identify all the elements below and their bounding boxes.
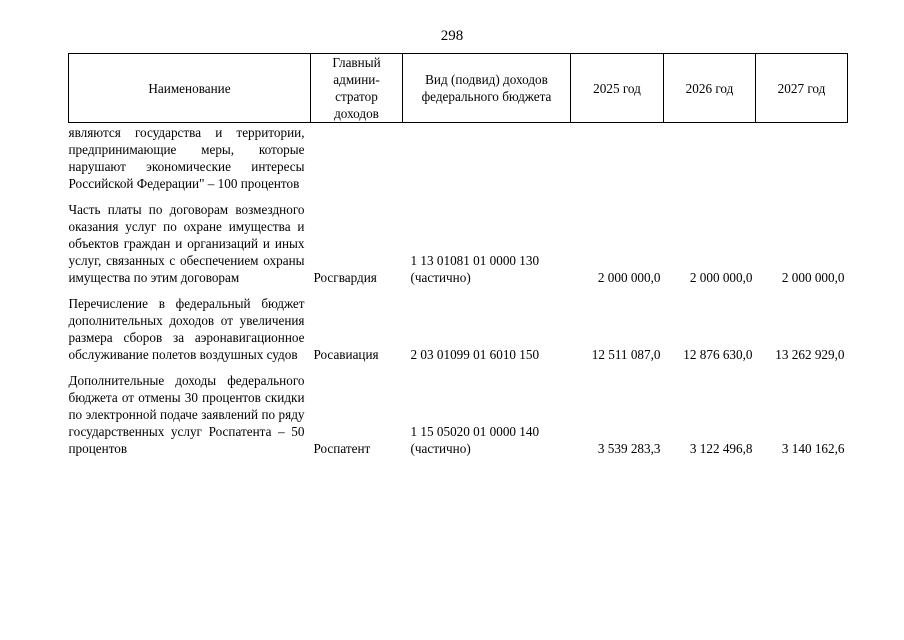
row-code: 1 15 05020 01 0000 140 (частично) [410, 424, 540, 456]
row-2026: 3 122 496,8 [689, 441, 753, 456]
page-number: 298 [440, 28, 464, 44]
row-name: Перечисление в федеральный бюджет дополнительных доходов от увеличения размера сборов за аэронавигационное обслуживание полетов воздушных судов [68, 296, 305, 362]
row-code: 1 13 01081 01 0000 130 (частично) [410, 253, 540, 285]
row-admin [311, 123, 403, 193]
header-2026: 2026 год [664, 54, 756, 123]
row-2026 [664, 123, 756, 193]
row-name: являются государства и территории, предпринимающие меры, которые нарушают экономические интересы Российской Федерации" – 100 процентов [68, 125, 305, 191]
row-2026: 12 876 630,0 [683, 347, 753, 362]
header-revenue-type: Вид (подвид) доходов федерального бюджета [403, 54, 571, 123]
header-2025: 2025 год [571, 54, 664, 123]
table-row [69, 286, 848, 363]
row-admin: Роспатент [313, 441, 371, 456]
row-2025: 2 000 000,0 [597, 270, 661, 285]
row-2025 [571, 123, 664, 193]
row-2025: 12 511 087,0 [591, 347, 661, 362]
row-name: Часть платы по договорам возмездного оказания услуг по охране имущества и объектов граждан и организаций и иных услуг, связанных с обеспечением охраны имущества по этим договорам [68, 202, 305, 285]
row-2026: 2 000 000,0 [689, 270, 753, 285]
row-admin: Росавиация [313, 347, 379, 362]
header-2027: 2027 год [756, 54, 848, 123]
table-header-row [69, 54, 848, 123]
row-2025: 3 539 283,3 [597, 441, 661, 456]
row-2027: 13 262 929,0 [775, 347, 845, 362]
row-2027: 3 140 162,6 [781, 441, 845, 456]
table-row [69, 123, 848, 193]
row-admin: Росгвардия [313, 270, 377, 285]
row-name: Дополнительные доходы федерального бюджета от отмены 30 процентов скидки по электронной подаче заявлений по ряду государственных услуг Роспатента – 50 процентов [68, 373, 305, 456]
row-2027: 2 000 000,0 [781, 270, 845, 285]
header-admin: Главный админи-стратор доходов [311, 54, 403, 123]
table-row [69, 363, 848, 457]
table-row [69, 192, 848, 286]
row-2027 [756, 123, 848, 193]
row-code [403, 123, 571, 193]
header-name: Наименование [69, 54, 311, 123]
budget-revenue-table [68, 53, 848, 457]
row-code: 2 03 01099 01 6010 150 [410, 347, 540, 362]
